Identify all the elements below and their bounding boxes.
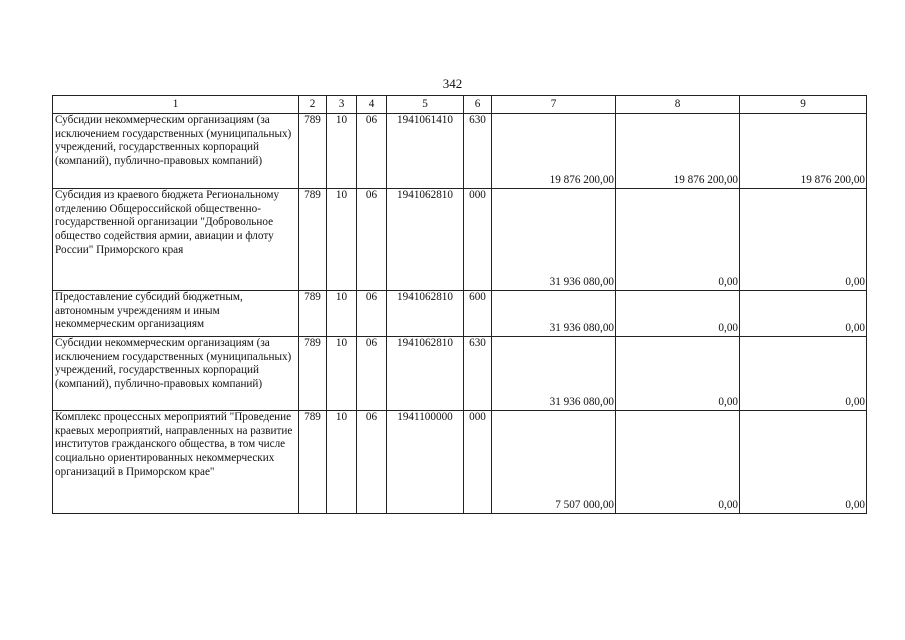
row-code-5: 1941062810 — [387, 337, 464, 411]
row-code-6: 630 — [464, 337, 492, 411]
row-name: Субсидии некоммерческим организациям (за исключением государственных (муниципальных) учреждений, государственных корпораций (компаний), публично-правовых компаний) — [53, 114, 299, 189]
row-name: Субсидия из краевого бюджета Региональному отделению Общероссийской общественно-государственной организации "Добровольное общество содействия армии, авиации и флоту России" Приморского края — [53, 189, 299, 291]
table-row — [53, 291, 867, 337]
row-code-2: 789 — [299, 411, 327, 514]
row-amount-8: 0,00 — [616, 337, 740, 411]
row-code-5: 1941062810 — [387, 189, 464, 291]
header-row — [53, 96, 867, 114]
row-amount-9: 0,00 — [740, 189, 867, 291]
row-code-2: 789 — [299, 291, 327, 337]
header-cell: 5 — [387, 96, 464, 114]
row-amount-8: 0,00 — [616, 291, 740, 337]
row-name: Предоставление субсидий бюджетным, автономным учреждениям и иным некоммерческим организациям — [53, 291, 299, 337]
table-row — [53, 411, 867, 514]
row-code-3: 10 — [327, 291, 357, 337]
row-code-6: 000 — [464, 411, 492, 514]
header-cell: 6 — [464, 96, 492, 114]
row-code-6: 630 — [464, 114, 492, 189]
row-amount-9: 0,00 — [740, 337, 867, 411]
row-name: Субсидии некоммерческим организациям (за исключением государственных (муниципальных) учреждений, государственных корпораций (компаний), публично-правовых компаний) — [53, 337, 299, 411]
row-amount-7: 7 507 000,00 — [492, 411, 616, 514]
row-amount-7: 31 936 080,00 — [492, 291, 616, 337]
header-cell: 1 — [53, 96, 299, 114]
row-code-5: 1941062810 — [387, 291, 464, 337]
row-code-6: 600 — [464, 291, 492, 337]
row-code-3: 10 — [327, 189, 357, 291]
row-amount-8: 0,00 — [616, 189, 740, 291]
table-row — [53, 114, 867, 189]
row-code-5: 1941061410 — [387, 114, 464, 189]
row-name: Комплекс процессных мероприятий "Проведение краевых мероприятий, направленных на развитие институтов гражданского общества, в том числе социально ориентированных некоммерческих организаций в Приморском крае" — [53, 411, 299, 514]
table-row — [53, 189, 867, 291]
header-cell: 3 — [327, 96, 357, 114]
header-cell: 2 — [299, 96, 327, 114]
page-number: 342 — [442, 76, 463, 91]
row-amount-7: 31 936 080,00 — [492, 337, 616, 411]
row-amount-8: 0,00 — [616, 411, 740, 514]
header-cell: 4 — [357, 96, 387, 114]
row-code-3: 10 — [327, 114, 357, 189]
row-amount-7: 19 876 200,00 — [492, 114, 616, 189]
row-amount-8: 19 876 200,00 — [616, 114, 740, 189]
row-code-4: 06 — [357, 291, 387, 337]
header-cell: 7 — [492, 96, 616, 114]
row-code-4: 06 — [357, 337, 387, 411]
row-code-5: 1941100000 — [387, 411, 464, 514]
row-code-2: 789 — [299, 114, 327, 189]
row-amount-9: 0,00 — [740, 291, 867, 337]
header-cell: 9 — [740, 96, 867, 114]
row-code-3: 10 — [327, 337, 357, 411]
row-code-2: 789 — [299, 189, 327, 291]
header-cell: 8 — [616, 96, 740, 114]
row-amount-9: 19 876 200,00 — [740, 114, 867, 189]
budget-table — [52, 95, 867, 514]
row-code-4: 06 — [357, 189, 387, 291]
row-code-3: 10 — [327, 411, 357, 514]
row-code-2: 789 — [299, 337, 327, 411]
row-code-6: 000 — [464, 189, 492, 291]
row-amount-7: 31 936 080,00 — [492, 189, 616, 291]
row-code-4: 06 — [357, 411, 387, 514]
table-row — [53, 337, 867, 411]
row-amount-9: 0,00 — [740, 411, 867, 514]
row-code-4: 06 — [357, 114, 387, 189]
